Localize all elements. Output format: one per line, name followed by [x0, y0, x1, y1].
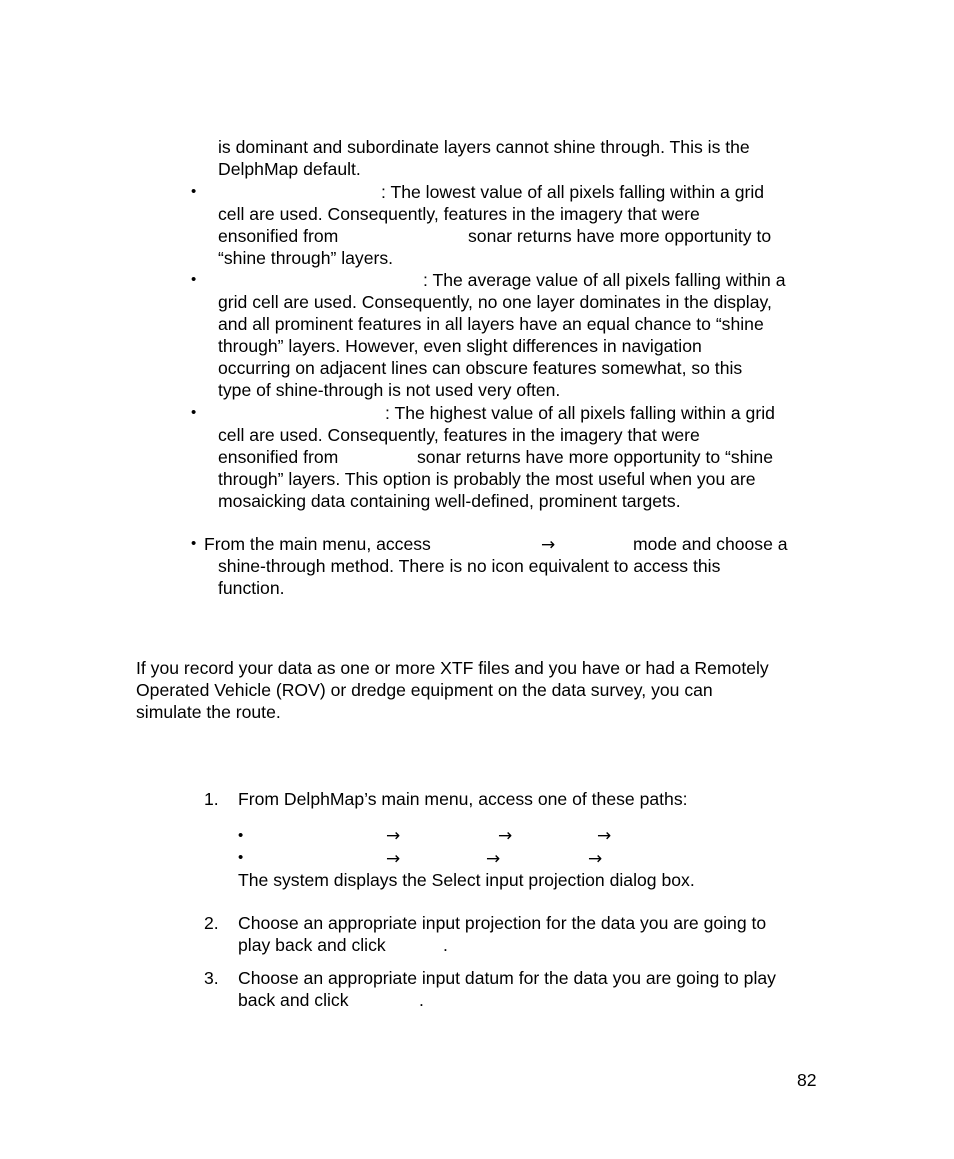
access-arrow-icon: →	[541, 535, 556, 555]
step-2-line-2: play back and click	[238, 935, 386, 955]
bullet-lowest-line-2: cell are used. Consequently, features in the imagery that were	[218, 204, 700, 224]
step-3-line-2: back and click	[238, 990, 349, 1010]
path-2-arrow-1-icon: →	[386, 849, 401, 869]
rov-para-line-2: Operated Vehicle (ROV) or dredge equipment on the data survey, you can	[136, 680, 713, 700]
bullet-lowest-line-3b: sonar returns have more opportunity to	[468, 226, 772, 246]
bullet-average-line-1: : The average value of all pixels falling within a	[423, 270, 786, 290]
bullet-highest-line-4: through” layers. This option is probably the most useful when you are	[218, 469, 756, 489]
access-line-3: function.	[218, 578, 285, 598]
bullet-average-line-5: occurring on adjacent lines can obscure features somewhat, so this	[218, 358, 743, 378]
intro-line-1: is dominant and subordinate layers cannot shine through. This is the	[218, 137, 750, 157]
path-2-arrow-3-icon: →	[588, 849, 603, 869]
path-2-arrow-2-icon: →	[486, 849, 501, 869]
access-line-1a: From the main menu, access	[204, 534, 431, 554]
step-3-period: .	[419, 990, 424, 1010]
step-2-number: 2.	[204, 913, 219, 933]
bullet-lowest-line-4: “shine through” layers.	[218, 248, 394, 268]
bullet-highest-line-5: mosaicking data containing well-defined, prominent targets.	[218, 491, 681, 511]
bullet-average-line-6: type of shine-through is not used very often.	[218, 380, 561, 400]
bullet-average-line-2: grid cell are used. Consequently, no one layer dominates in the display,	[218, 292, 772, 312]
bullet-lowest-marker: •	[191, 183, 197, 200]
access-line-1b: mode and choose a	[633, 534, 788, 554]
rov-para-line-1: If you record your data as one or more XTF files and you have or had a Remotely	[136, 658, 769, 678]
access-line-2: shine-through method. There is no icon equivalent to access this	[218, 556, 721, 576]
path-1-arrow-3-icon: →	[597, 826, 612, 846]
bullet-highest-line-2: cell are used. Consequently, features in the imagery that were	[218, 425, 700, 445]
system-displays-text: The system displays the Select input projection dialog box.	[238, 870, 695, 890]
step-2-period: .	[443, 935, 448, 955]
bullet-highest-line-3b: sonar returns have more opportunity to “shine	[417, 447, 773, 467]
bullet-highest-line-3a: ensonified from	[218, 447, 339, 467]
access-bullet-marker: •	[191, 535, 197, 552]
step-1-line-1: From DelphMap’s main menu, access one of these paths:	[238, 789, 688, 809]
step-2-line-1: Choose an appropriate input projection for the data you are going to	[238, 913, 767, 933]
bullet-lowest-line-3a: ensonified from	[218, 226, 339, 246]
bullet-highest-marker: •	[191, 404, 197, 421]
step-3-line-1: Choose an appropriate input datum for the data you are going to play	[238, 968, 776, 988]
path-2-bullet: •	[238, 849, 244, 866]
path-1-bullet: •	[238, 827, 244, 844]
intro-line-2: DelphMap default.	[218, 159, 361, 179]
rov-para-line-3: simulate the route.	[136, 702, 281, 722]
bullet-average-marker: •	[191, 271, 197, 288]
page-number: 82	[797, 1070, 817, 1090]
step-3-number: 3.	[204, 968, 219, 988]
bullet-lowest-line-1: : The lowest value of all pixels falling within a grid	[381, 182, 765, 202]
bullet-average-line-3: and all prominent features in all layers have an equal chance to “shine	[218, 314, 764, 334]
step-1-number: 1.	[204, 789, 219, 809]
bullet-highest-line-1: : The highest value of all pixels falling within a grid	[385, 403, 775, 423]
bullet-average-line-4: through” layers. However, even slight differences in navigation	[218, 336, 702, 356]
path-1-arrow-2-icon: →	[498, 826, 513, 846]
path-1-arrow-1-icon: →	[386, 826, 401, 846]
